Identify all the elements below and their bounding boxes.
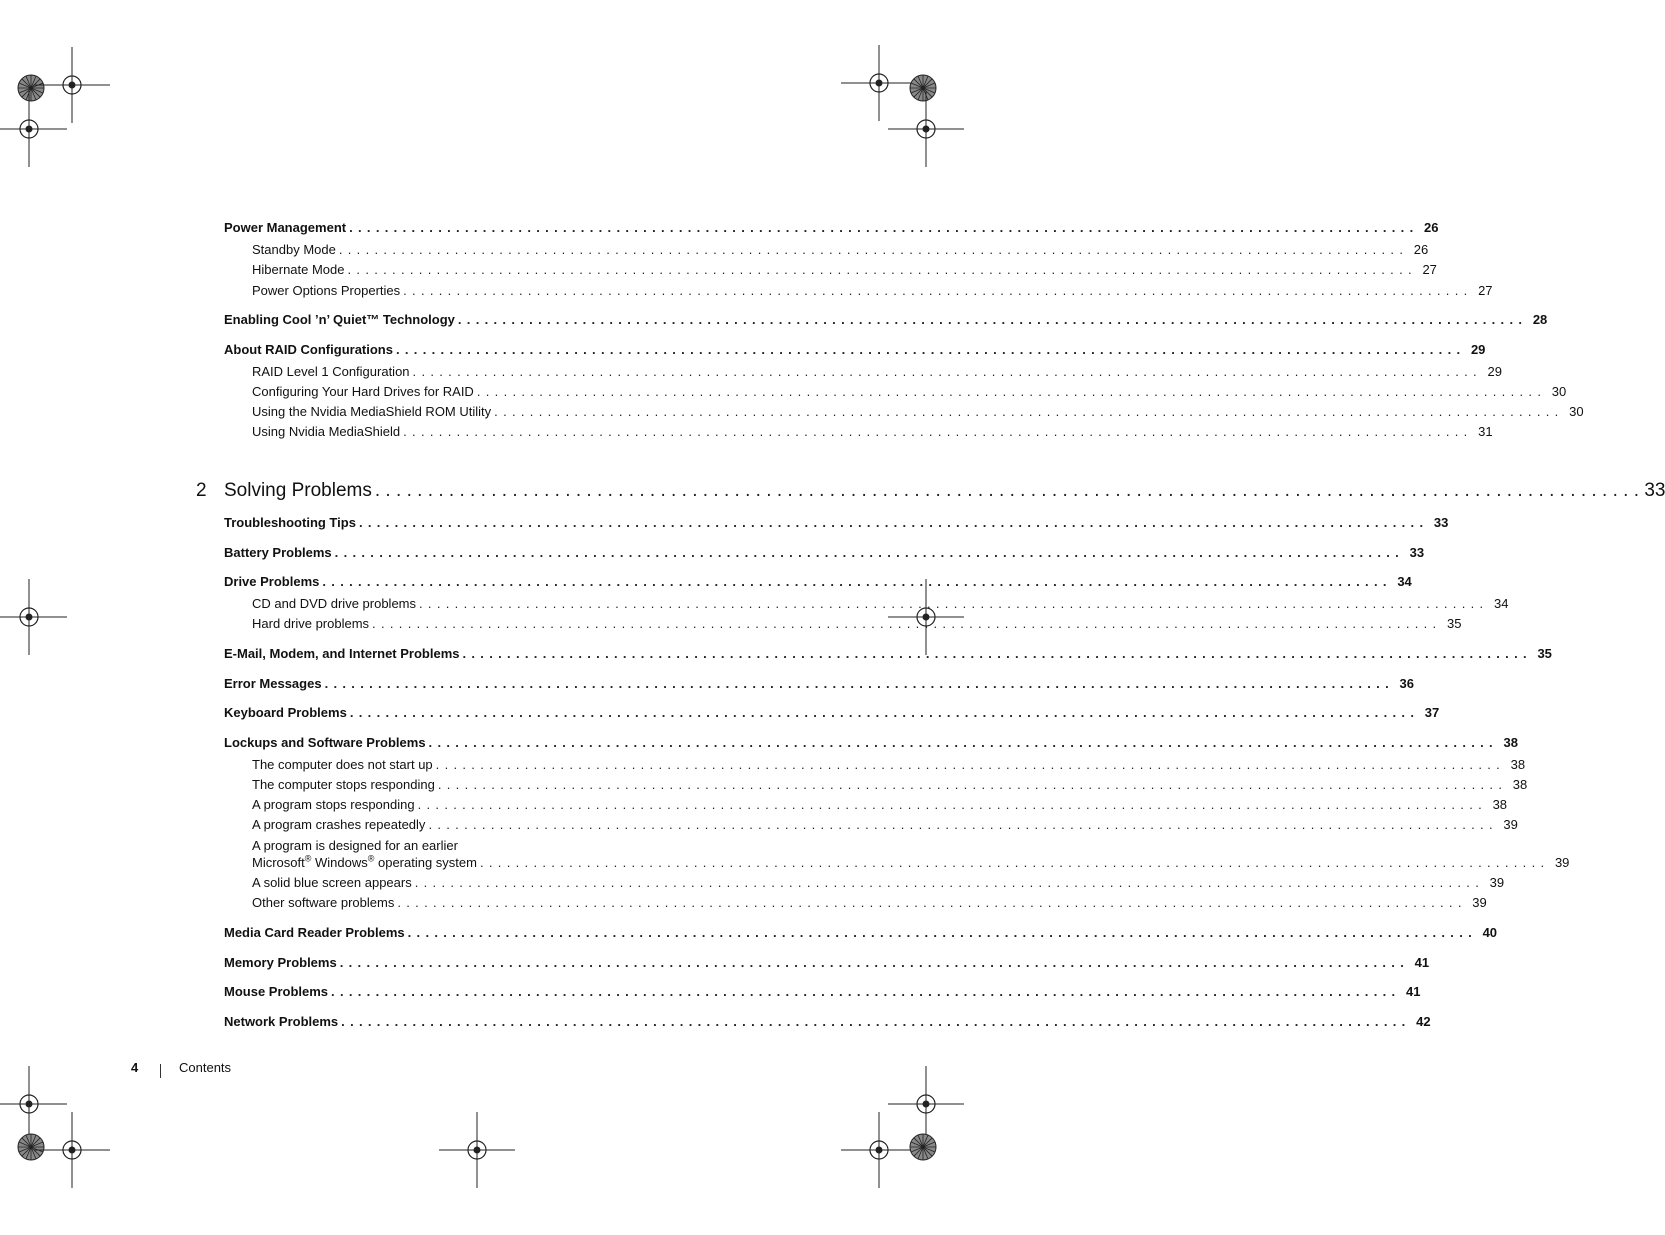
microsoft-text: Microsoft — [252, 855, 305, 870]
toc-entry-page: 37 — [1424, 705, 1440, 720]
dot-leader: ........................................................................................................................ — [341, 1014, 1411, 1029]
toc-entry-page: 28 — [1532, 312, 1548, 327]
toc-entry-title: A solid blue screen appears — [252, 875, 412, 890]
dot-leader: ........................................................................................................................ — [457, 312, 1528, 327]
toc-entry-title: A program crashes repeatedly — [252, 817, 426, 832]
dot-leader: ........................................................................................................................ — [419, 596, 1489, 611]
windows-text: Windows — [311, 855, 368, 870]
toc-entry-title: Mouse Problems — [224, 984, 329, 999]
toc-entry[interactable] — [224, 674, 1414, 694]
dot-leader: ........................................................................................................................ — [374, 480, 1645, 501]
toc-entry-page: 38 — [1503, 735, 1518, 750]
toc-entry-page: 36 — [1399, 676, 1414, 691]
chapter-title: Solving Problems — [224, 480, 372, 501]
toc-entry-title: Troubleshooting Tips — [224, 515, 356, 530]
dot-leader: ........................................................................................................................ — [417, 797, 1488, 812]
toc-entry-page: 29 — [1487, 364, 1502, 379]
dot-leader: ........................................................................................................................ — [479, 855, 1550, 870]
toc-entry-page: 27 — [1422, 262, 1437, 277]
toc-subentry[interactable] — [252, 260, 1437, 280]
toc-entry-title: Using the Nvidia MediaShield ROM Utility — [252, 404, 492, 419]
toc-entry-page: 40 — [1482, 925, 1498, 940]
dot-leader: ........................................................................................................................ — [414, 875, 1485, 890]
crosshair-mark-icon — [0, 1066, 67, 1142]
toc-entry[interactable] — [224, 733, 1518, 753]
toc-entry-page: 42 — [1416, 1014, 1431, 1029]
toc-entry-title: Network Problems — [224, 1014, 339, 1029]
crosshair-mark-icon — [34, 1112, 110, 1188]
toc-entry-page: 29 — [1470, 342, 1486, 357]
toc-entry[interactable] — [224, 953, 1430, 973]
toc-entry-title: Keyboard Problems — [224, 705, 347, 720]
toc-entry-page: 31 — [1478, 424, 1493, 439]
toc-entry[interactable] — [224, 310, 1548, 330]
dot-leader: ........................................................................................................................ — [347, 262, 1417, 277]
toc-entry-page: 30 — [1569, 404, 1584, 419]
toc-entry-page: 34 — [1493, 596, 1509, 611]
dot-leader: ........................................................................................................................ — [403, 283, 1473, 298]
dot-leader: ........................................................................................................................ — [435, 757, 1506, 772]
toc-entry[interactable] — [224, 703, 1440, 723]
toc-entry-page: 35 — [1447, 616, 1462, 631]
dot-leader: ........................................................................................................................ — [331, 984, 1401, 999]
toc-entry-page: 33 — [1409, 545, 1425, 560]
toc-entry-title: Configuring Your Hard Drives for RAID — [252, 384, 474, 399]
toc-entry-title: About RAID Configurations — [224, 342, 393, 357]
toc-entry-title: Standby Mode — [252, 242, 336, 257]
crosshair-mark-icon — [888, 91, 964, 167]
toc-entry-page: 38 — [1492, 797, 1508, 812]
dot-leader: ........................................................................................................................ — [358, 515, 1429, 530]
toc-entry-title: Battery Problems — [224, 545, 332, 560]
toc-entry-page: 38 — [1512, 777, 1528, 792]
dot-leader: ........................................................................................................................ — [462, 646, 1532, 661]
toc-subentry[interactable] — [252, 795, 1508, 815]
dot-leader: ........................................................................................................................ — [338, 242, 1409, 257]
registered-mark: ® — [367, 853, 375, 864]
dot-leader: ........................................................................................................................ — [428, 735, 1498, 750]
toc-entry[interactable] — [224, 218, 1439, 238]
dot-leader: ........................................................................................................................ — [349, 705, 1420, 720]
toc-entry[interactable] — [224, 923, 1498, 943]
toc-subentry[interactable] — [252, 614, 1462, 634]
toc-entry-title: A program stops responding — [252, 797, 415, 812]
toc-entry-page: 26 — [1424, 220, 1439, 235]
dot-leader: ........................................................................................................................ — [407, 925, 1478, 940]
dot-leader: ........................................................................................................................ — [324, 676, 1394, 691]
toc-entry-title: Lockups and Software Problems — [224, 735, 426, 750]
toc-entry[interactable] — [224, 572, 1412, 592]
dot-leader: ........................................................................................................................ — [476, 384, 1547, 399]
toc-entry-title: Error Messages — [224, 676, 322, 691]
toc-entry-title: Enabling Cool ’n’ Quiet™ Technology — [224, 312, 455, 327]
toc-entry-title: Drive Problems — [224, 574, 320, 589]
dot-leader: ........................................................................................................................ — [403, 424, 1473, 439]
crosshair-mark-icon — [34, 47, 110, 123]
dot-leader: ........................................................................................................................ — [397, 895, 1467, 910]
toc-entry-title: Media Card Reader Problems — [224, 925, 405, 940]
toc-entry-page: 26 — [1413, 242, 1429, 257]
toc-subentry[interactable] — [252, 281, 1493, 301]
toc-subentry[interactable] — [252, 402, 1584, 422]
chapter-number: 2 — [196, 480, 207, 501]
toc-entry[interactable] — [224, 543, 1425, 563]
toc-entry-title: RAID Level 1 Configuration — [252, 364, 410, 379]
toc-entry-title: Power Options Properties — [252, 283, 401, 298]
chapter-entry[interactable] — [224, 477, 1665, 505]
toc-entry-title: CD and DVD drive problems — [252, 596, 417, 611]
starburst-mark-icon — [910, 75, 936, 101]
crosshair-mark-icon — [888, 1066, 964, 1142]
toc-entry[interactable] — [224, 340, 1486, 360]
dot-leader: ........................................................................................................................ — [395, 342, 1466, 357]
toc-entry-title: Hibernate Mode — [252, 262, 345, 277]
footer-page-number: 4 — [131, 1060, 139, 1075]
toc-entry-title: Power Management — [224, 220, 347, 235]
toc-entry-title: The computer stops responding — [252, 777, 435, 792]
toc-entry-page: 39 — [1472, 895, 1487, 910]
toc-entry-page: 39 — [1503, 817, 1518, 832]
crosshair-mark-icon — [439, 1112, 515, 1188]
registered-mark: ® — [304, 853, 312, 864]
toc-entry-page: 41 — [1414, 955, 1430, 970]
toc-entry-page: 39 — [1489, 875, 1505, 890]
toc-entry[interactable] — [224, 644, 1552, 664]
toc-entry-title: Hard drive problems — [252, 616, 370, 631]
toc-subentry[interactable] — [252, 594, 1509, 614]
toc-subentry[interactable] — [252, 853, 1570, 873]
dot-leader: ........................................................................................................................ — [428, 817, 1498, 832]
dot-leader: ........................................................................................................................ — [322, 574, 1392, 589]
toc-entry-title: E-Mail, Modem, and Internet Problems — [224, 646, 460, 661]
toc-entry-page: 35 — [1537, 646, 1552, 661]
crosshair-mark-icon — [0, 579, 67, 655]
toc-entry-page: 27 — [1478, 283, 1493, 298]
dot-leader: ........................................................................................................................ — [349, 220, 1419, 235]
toc-subentry[interactable] — [252, 755, 1526, 775]
toc-subentry[interactable] — [252, 815, 1518, 835]
crosshair-mark-icon — [841, 45, 917, 121]
toc-entry[interactable] — [224, 513, 1449, 533]
dot-leader: ........................................................................................................................ — [339, 955, 1410, 970]
toc-entry-title: The computer does not start up — [252, 757, 433, 772]
toc-entry-page: 30 — [1551, 384, 1567, 399]
toc-subentry[interactable] — [252, 775, 1528, 795]
dot-leader: ........................................................................................................................ — [437, 777, 1508, 792]
toc-subentry-first-line[interactable]: A program is designed for an earlier — [252, 838, 458, 853]
crosshair-mark-icon — [0, 91, 67, 167]
toc-subentry[interactable] — [252, 422, 1493, 442]
footer-section-label: Contents — [179, 1060, 232, 1075]
crosshair-mark-icon — [841, 1112, 917, 1188]
starburst-mark-icon — [18, 75, 44, 101]
toc-entry-page: 41 — [1405, 984, 1421, 999]
toc-entry-title: Other software problems — [252, 895, 395, 910]
os-text: operating system — [374, 855, 477, 870]
toc-subentry[interactable] — [252, 893, 1487, 913]
toc-subentry[interactable] — [252, 362, 1502, 382]
toc-entry[interactable] — [224, 1012, 1431, 1032]
dot-leader: ........................................................................................................................ — [372, 616, 1442, 631]
toc-entry-title: Using Nvidia MediaShield — [252, 424, 401, 439]
dot-leader: ........................................................................................................................ — [334, 545, 1405, 560]
footer-divider — [160, 1064, 161, 1078]
toc-entry-page: 34 — [1397, 574, 1412, 589]
starburst-mark-icon — [18, 1134, 44, 1160]
toc-entry-title — [252, 853, 477, 873]
toc-entry-page: 39 — [1554, 855, 1570, 870]
toc-entry-page: 33 — [1433, 515, 1449, 530]
toc-subentry[interactable] — [252, 873, 1505, 893]
toc-entry-title: Memory Problems — [224, 955, 337, 970]
starburst-mark-icon — [910, 1134, 936, 1160]
dot-leader: ........................................................................................................................ — [494, 404, 1564, 419]
chapter-page: 33 — [1644, 480, 1665, 501]
toc-subentry[interactable] — [252, 240, 1429, 260]
toc-entry-page: 38 — [1510, 757, 1526, 772]
toc-entry[interactable] — [224, 982, 1421, 1002]
dot-leader: ........................................................................................................................ — [412, 364, 1482, 379]
toc-subentry[interactable] — [252, 382, 1567, 402]
